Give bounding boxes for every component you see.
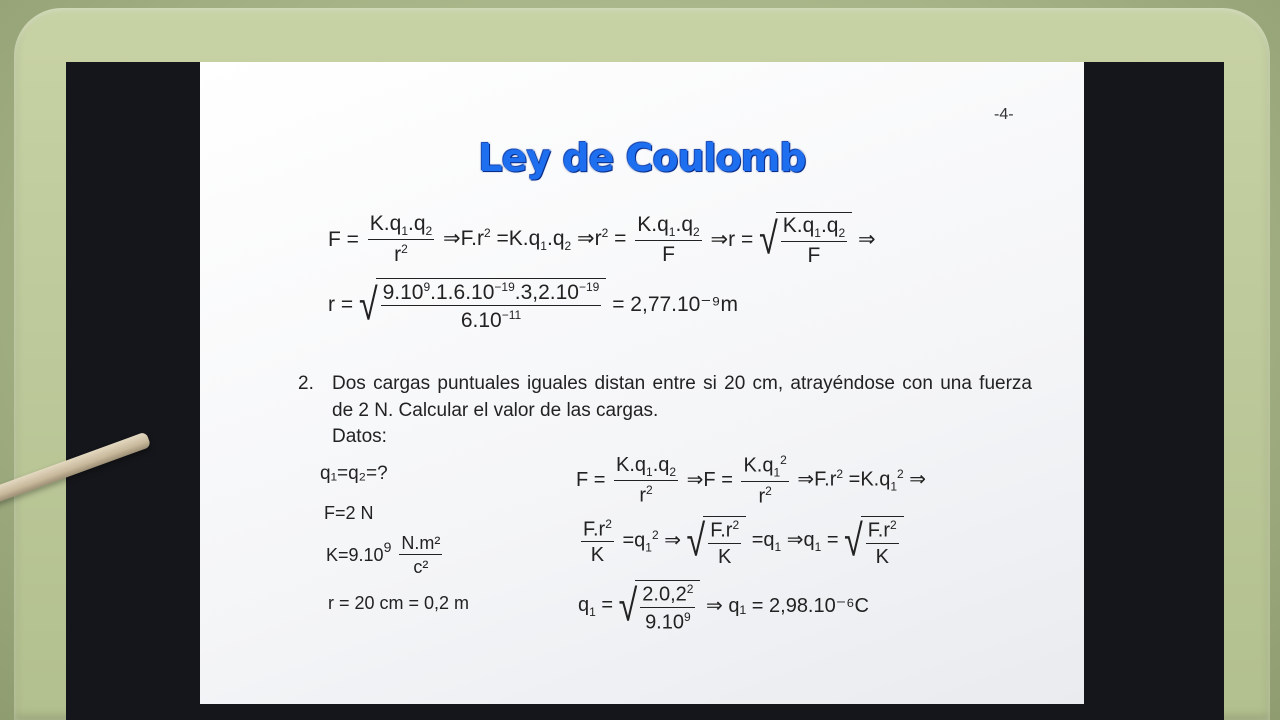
- datos-k-prefix: K=9.10: [326, 545, 384, 565]
- page-title: Ley de Coulomb: [478, 136, 806, 180]
- derivation-line-3: $q_1$ = √ $\frac{2.0,2^2}{9.10^9}$ ⇒ q₁ = 2,98.10⁻⁶C: [578, 581, 869, 634]
- problem-statement: Dos cargas puntuales iguales distan entre si 20 cm, atrayéndose con una fuerza de 2 N. Calcular el valor de las cargas.: [332, 373, 1032, 421]
- datos-k-exp: 9: [383, 538, 392, 555]
- datos-k-den: c²: [413, 557, 429, 577]
- page-number: -4-: [994, 106, 1014, 123]
- equation-line-2: r = √ $\frac{9.10^9.1.6.10^{-19}.3,2.10^{-19}}{6.10^{-11}}$ = 2,77.10⁻⁹m: [328, 279, 738, 332]
- result-r: = 2,77.10⁻⁹m: [612, 293, 738, 316]
- document-page: [200, 62, 1084, 704]
- datos-k: [326, 534, 445, 576]
- datos-f: F=2 N: [324, 503, 374, 523]
- equation-line-1: F = $\frac{K.q_1.q_2}{r^2}$ $\Rightarrow F.r^2 =K.q_1.q_2$ $\Rightarrow r^2$ = $\frac{K.q_1.q_2}{F}$ ⇒r = √ $\frac{K.q_1.q_2}{F}$ ⇒: [328, 212, 876, 268]
- datos-q: q₁=q₂=?: [320, 463, 388, 484]
- datos-k-num: N.m²: [401, 533, 441, 553]
- problem-number: 2.: [298, 373, 314, 394]
- datos-label: Datos:: [332, 426, 387, 447]
- derivation-line-2: $\frac{F.r^2}{K}$ $=q_1^2$ ⇒ √ $\frac{F.r^2}{K}$ $=q_1$ $\Rightarrow q_1$ = √ $\frac{F.r^2}{K}$: [578, 516, 904, 567]
- result-q: ⇒ q₁ = 2,98.10⁻⁶C: [706, 595, 869, 618]
- derivation-line-1: F = $\frac{K.q_1.q_2}{r^2}$ ⇒F = $\frac{K.q_1^2}{r^2}$ $\Rightarrow F.r^2 =K.q_1^2$ ⇒: [576, 453, 927, 508]
- datos-r: r = 20 cm = 0,2 m: [328, 593, 470, 613]
